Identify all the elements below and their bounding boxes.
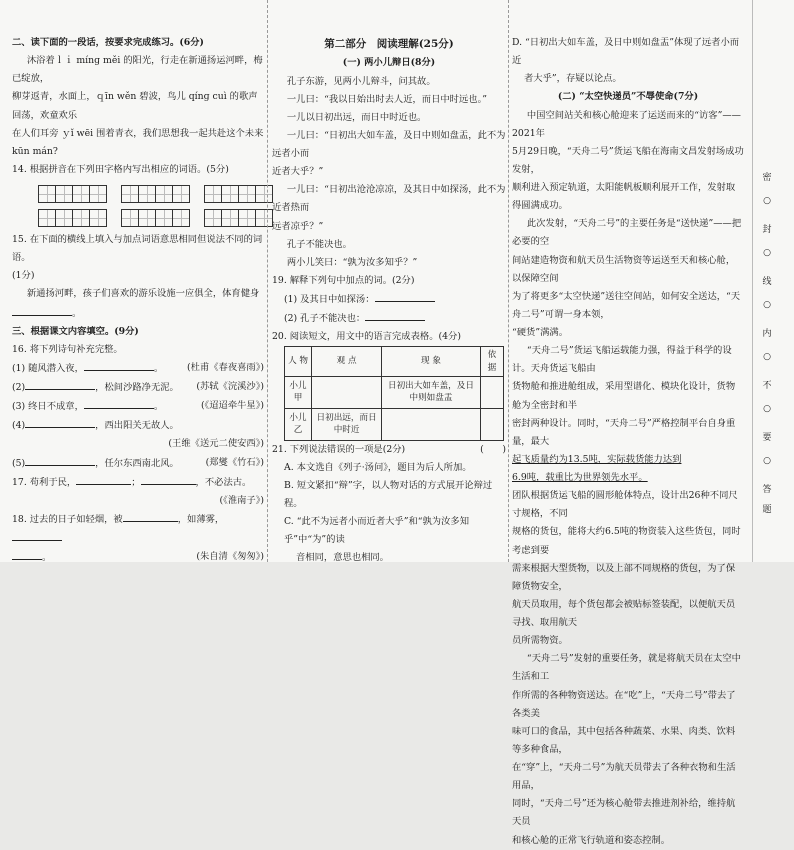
table-header: 现 象 (382, 347, 481, 376)
article-line: 需来根据大型货物，以及上部不同规格的货包，为了保障货物安全， (512, 562, 736, 592)
strip-circle: ○ (763, 456, 771, 466)
article-line: 规格的货包，能将大约6.5吨的物资装入这些货包，同时考虑到要 (512, 526, 741, 556)
question-17: 17. 苟利于民， ； ，不必法古。 (12, 473, 264, 492)
article-line: 航天员取用，每个货包都会被贴标签装配，以便航天员寻找、取用航天 (512, 598, 736, 628)
answer-blank[interactable] (12, 304, 72, 316)
middle-column (272, 34, 506, 567)
question-16: 16. 将下列诗句补充完整。 (12, 343, 123, 355)
option-a: A. 本文选自《列子·汤问》，题目为后人所加。 (284, 461, 472, 473)
left-column: 二、读下面的一段话，按要求完成练习。(6分) 沐浴着ｌｉ mínɡ měi 的阳光，行走在新通扬运河畔，梅已绽放， 柳芽返青，水面上，ｑīn wěn 碧波，鸟儿 qínɡ cuì 的歌声回荡，欢童欢乐 在人们耳旁 ｙǐ wēi 围着青衣，我们思想我一起共赴这个未来 kūn mán? 14. 根据拼音在下列田字格内写出相应的词语。(5分) 15. 在下面的横线上填入与加点词语意思相同但说法不同的词语。 (1分) 新通扬河畔，孩子们喜欢的游乐设施一应俱全，体育健身 。 三、根据课文内容填空。(9分) 16. 将下列诗句补充完整。 (1) 随风潜入夜， 。 (杜甫《春夜喜雨》) (2) ，松间沙路净无泥。 (苏轼《浣溪沙》) (3) 终日不成章， 。 (《迢迢牵牛星》) (4) ，西出阳关无故人。 (王维《送元二使安西》) (5) ，任尔东西南北风。 (郑燮《竹石》) 17. 苟利于民， ； ，不必法古。 (《淮南子》) 18. 过去的日子如轻烟，被 ，如薄雾， 。 (朱自清《匆匆》) (12, 34, 264, 567)
poem-source: (王维《送元二使安西》) (168, 438, 264, 450)
question-15-sentence: 新通扬河畔，孩子们喜欢的游乐设施一应俱全，体育健身 (26, 288, 260, 300)
answer-blank[interactable] (141, 473, 196, 485)
word-grid[interactable] (121, 209, 190, 227)
word-grid[interactable] (38, 209, 107, 227)
strip-circle: ○ (763, 248, 771, 258)
answer-blank[interactable] (84, 359, 154, 371)
answer-blank[interactable] (84, 397, 154, 409)
poem-line: (4) ，西出阳关无故人。 (12, 416, 264, 435)
poem-line: (2) ，松间沙路净无泥。 (苏轼《浣溪沙》) (12, 378, 264, 397)
table-cell: 小儿甲 (285, 376, 312, 408)
question-21: 21. 下列说法错误的一项是(2分) ( ) (272, 443, 506, 455)
article-line: 味可口的食品，其中包括各种蔬菜、水果、肉类、饮料等多种食品， (512, 725, 736, 755)
table-header: 观 点 (312, 347, 382, 376)
passage-line: 沐浴着ｌｉ mínɡ měi 的阳光，行走在新通扬运河畔，梅已绽放， (12, 55, 263, 85)
article-line: 5月29日晚，“天舟二号”货运飞船在海南文昌发射场成功发射， (512, 145, 744, 175)
article-line: 同时，“天舟二号”还为核心舱带去推进剂补给，维持航天员 (512, 798, 736, 828)
strip-char: 要 (762, 433, 772, 443)
article-line: “天舟二号”发射的重要任务，就是将航天员在太空中生活和工 (512, 653, 741, 683)
question-19: 19. 解释下列句中加点的词。(2分) (272, 274, 415, 286)
poem-source: (郑燮《竹石》) (205, 456, 264, 468)
section-2-title: 二、读下面的一段话，按要求完成练习。(6分) (12, 37, 204, 48)
classical-text-line: 孔子不能决也。 (286, 238, 352, 250)
question-17-source: (《淮南子》) (219, 494, 264, 506)
right-column (512, 34, 744, 850)
table-cell-blank[interactable] (480, 376, 503, 408)
strip-circle: ○ (763, 404, 771, 414)
option-d-cont: 者大乎”，存疑以论点。 (524, 73, 622, 85)
strip-circle: ○ (763, 352, 771, 362)
strip-char: 题 (762, 505, 772, 515)
table-cell: 日初出远，而日中时近 (312, 408, 382, 440)
classical-text-line: 近者大乎？” (272, 166, 324, 178)
poem-source: (《迢迢牵牛星》) (200, 400, 264, 412)
poem-source: (杜甫《春夜喜雨》) (187, 361, 264, 373)
word-grid[interactable] (121, 185, 190, 203)
table-cell: 小儿乙 (285, 408, 312, 440)
strip-circle: ○ (763, 300, 771, 310)
answer-blank[interactable] (25, 416, 95, 428)
answer-blank[interactable] (25, 378, 95, 390)
option-b: B. 短文紧扣“辩”字，以人物对话的方式展开论辩过程。 (284, 479, 493, 509)
table-header: 人 物 (285, 347, 312, 376)
article-line: 和核心舱的正常飞行轨道和姿态控制。 (512, 834, 671, 846)
article-line: 为了将更多“太空快递”送往空间站，如何安全送达，“天舟二号”可谓一身本领， (512, 290, 741, 320)
question-20: 20. 阅读短文，用文中的语言完成表格。(4分) (272, 331, 461, 343)
word-grid[interactable] (204, 209, 273, 227)
column-divider (267, 0, 268, 562)
answer-blank[interactable] (12, 529, 62, 541)
classical-text-line: 孔子东游，见两小儿辩斗，问其故。 (286, 75, 436, 87)
article-line: 作所需的各种物资送达。在“吃”上，“天舟二号”带去了各类美 (512, 689, 736, 719)
poem-line: (3) 终日不成章， 。 (《迢迢牵牛星》) (12, 397, 264, 416)
classical-text-line: 一儿以日初出远，而日中时近也。 (286, 111, 427, 123)
answer-blank[interactable] (365, 309, 425, 321)
text-2-title: (二) “太空快递员”不辱使命(7分) (557, 91, 699, 103)
question-14: 14. 根据拼音在下列田字格内写出相应的词语。(5分) (12, 163, 229, 175)
article-line: 货物舱和推进舱组成，采用型谱化、模块化设计，货物舱为全密封和半 (512, 381, 736, 411)
question-15: 15. 在下面的横线上填入与加点词语意思相同但说法不同的词语。 (12, 234, 263, 264)
strip-char: 线 (762, 277, 772, 287)
answer-blank[interactable] (123, 510, 178, 522)
section-3-title: 三、根据课文内容填空。(9分) (12, 325, 139, 337)
question-15-score: (1分) (12, 270, 35, 282)
poem-line: (5) ，任尔东西南北风。 (郑燮《竹石》) (12, 454, 264, 473)
answer-blank[interactable] (25, 454, 95, 466)
article-line: 中国空间站关和核心舱迎来了运送而来的“访客”——2021年 (512, 109, 741, 139)
writing-grid-row (38, 209, 264, 227)
question-19-2: (2) 孔子不能决也： (272, 309, 506, 328)
text-1-title: (一) 两小儿辩日(8分) (342, 57, 436, 69)
writing-grid-row (38, 185, 264, 203)
passage-line: 在人们耳旁 ｙǐ wēi 围着青衣，我们思想我一起共赴这个未来 (12, 127, 264, 139)
answer-blank[interactable] (375, 290, 435, 302)
word-grid[interactable] (38, 185, 107, 203)
classical-text-line: 一儿曰：“日初出沧沧凉凉，及其日中如探汤，此不为近者热而 (272, 184, 506, 214)
article-line: 员所需物资。 (512, 635, 568, 647)
article-line-underlined: 起飞质量约为13.5吨，实际载货能力达到 (512, 453, 682, 465)
strip-char: 密 (762, 173, 772, 183)
classical-text-line: 远者凉乎？” (272, 220, 324, 232)
strip-char: 内 (762, 329, 772, 339)
passage-line: 柳芽返青，水面上，ｑīn wěn 碧波，鸟儿 qínɡ cuì 的歌声回荡，欢童欢乐 (12, 91, 258, 121)
classical-text-line: 一儿曰：“日初出大如车盖，及日中则如盘盂，此不为远者小而 (272, 129, 506, 160)
article-line-underlined: 6.9吨，载重比为世界领先水平。 (512, 472, 648, 483)
answer-table (284, 346, 504, 440)
article-line: 顺利进入预定轨道，太阳能帆板顺利展开工作，发射取得圆满成功。 (512, 182, 736, 212)
passage-line: kūn mán? (12, 145, 58, 157)
table-cell-blank[interactable] (480, 408, 503, 440)
article-line: 密封两种设计。同时，“天舟二号”严格控制平台自身重量，最大 (512, 417, 736, 447)
option-c: C. “此不为远者小而近者大乎”和“孰为汝多知乎”中“为”的读 (284, 516, 469, 546)
table-cell-blank[interactable] (312, 376, 382, 408)
column-divider (508, 0, 509, 562)
strip-char: 不 (762, 381, 772, 391)
table-cell: 日初出大如车盖，及日中则如盘盂 (382, 376, 481, 408)
classical-text-line: 两小儿笑曰：“孰为汝多知乎？” (286, 256, 418, 268)
article-line: “硬货”满满。 (512, 327, 568, 338)
strip-char: 封 (762, 225, 772, 235)
option-d: D. “日初出大如车盖，及日中则如盘盂”体现了远者小而近 (512, 37, 740, 67)
article-line: “天舟二号”货运飞船运载能力强，得益于科学的设计。天舟货运飞船由 (512, 345, 732, 375)
article-line: 间站建造物资和航天员生活物资等运送至天和核心舱，以保障空间 (512, 254, 736, 284)
option-c-cont: 音相同，意思也相同。 (296, 552, 389, 564)
question-18: 18. 过去的日子如轻烟，被 ，如薄雾， (12, 510, 264, 548)
poem-source: (苏轼《浣溪沙》) (196, 381, 264, 392)
table-header: 依 据 (480, 347, 503, 376)
strip-circle: ○ (763, 196, 771, 206)
article-line: 团队根据货运飞船的圆形舱体特点，设计出26种不同尺寸规格，不同 (512, 490, 738, 520)
answer-blank[interactable] (12, 548, 42, 560)
article-line: 此次发射，“天舟二号”的主要任务是“送快递”——把必要的空 (512, 218, 742, 248)
part-2-title: 第二部分 阅读理解(25分) (324, 38, 454, 50)
word-grid[interactable] (204, 185, 273, 203)
answer-blank[interactable] (76, 473, 131, 485)
poem-line: (1) 随风潜入夜， 。 (杜甫《春夜喜雨》) (12, 359, 264, 378)
strip-char: 答 (762, 485, 772, 495)
question-19-1: (1) 及其日中如探汤： (272, 290, 506, 309)
classical-text-line: 一儿曰：“我以日始出时去人近，而日中时远也。” (286, 93, 487, 105)
article-line: 在“穿”上，“天舟二号”为航天员带去了各种衣物和生活用品， (512, 762, 736, 792)
table-cell-blank[interactable] (382, 408, 481, 440)
seal-line-strip (752, 0, 783, 562)
question-18-source: (朱自清《匆匆》) (196, 551, 264, 563)
